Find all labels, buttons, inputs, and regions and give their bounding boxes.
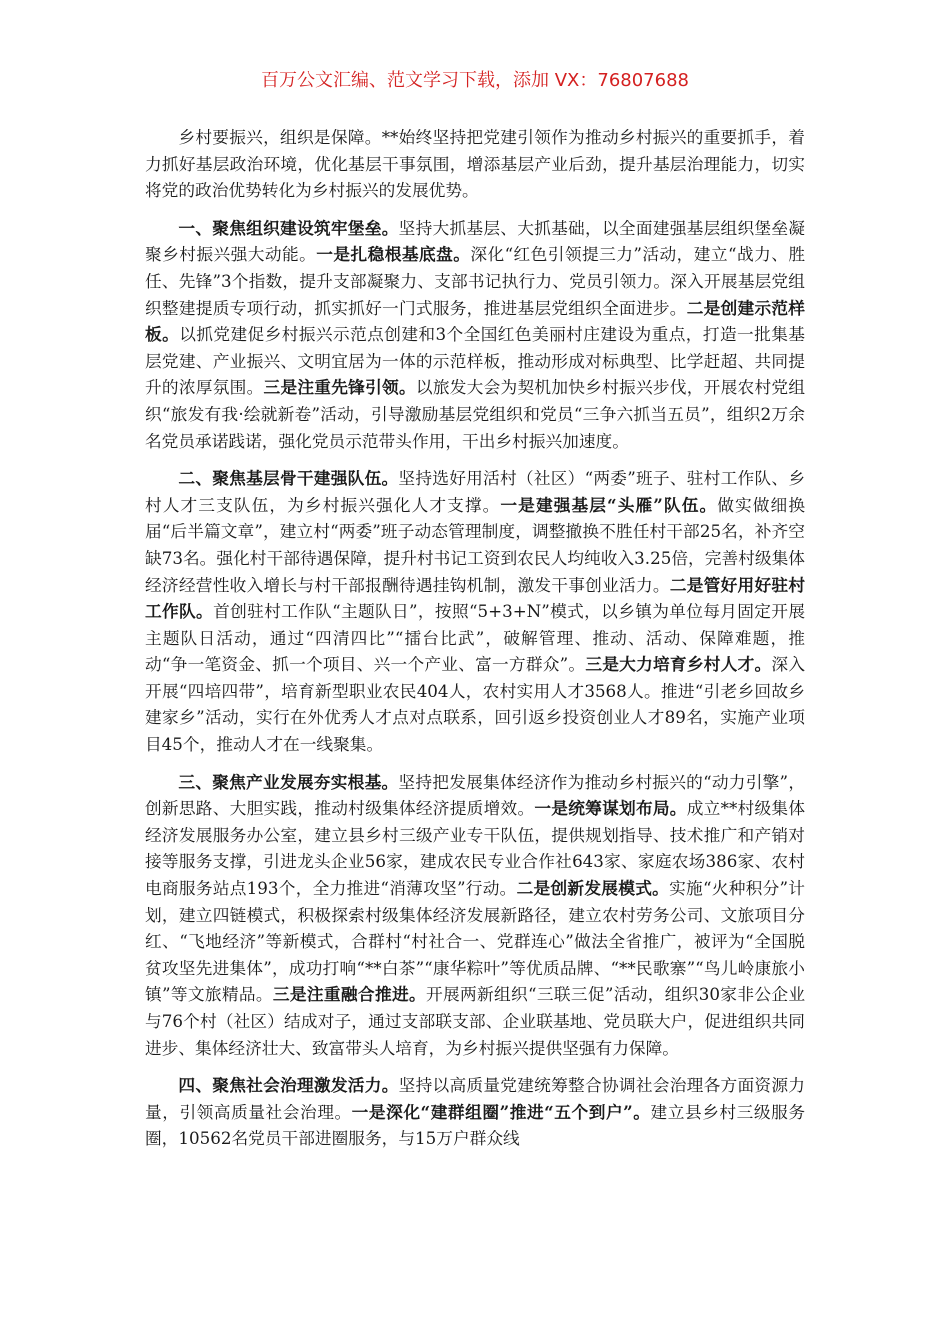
section-1-text: 以抓党建促乡村振兴示范点创建和3个全国红色美丽村庄建设为重点，打造一批集基层党建、产业振兴、文明宜居为一体的示范样板，推动形成对标典型、比学赶超、共同提升的浓厚氛围。 (145, 324, 805, 398)
document-body (145, 124, 805, 1163)
section-4-paragraph (145, 1072, 805, 1152)
section-3-point-2: 二是创新发展模式。 (516, 878, 670, 899)
intro-paragraph: 乡村要振兴，组织是保障。**始终坚持把党建引领作为推动乡村振兴的重要抓手，着力抓好基层政治环境，优化基层干事氛围，增添基层产业后劲，提升基层治理能力，切实将党的政治优势转化为乡村振兴的发展优势。 (145, 127, 805, 201)
section-4-text: 建立县乡村三级服务圈，10562名党员干部进圈服务，与15万户群众线 (145, 1101, 806, 1149)
section-2-paragraph (145, 465, 805, 758)
section-1-point-1: 一是扎稳根基底盘。 (316, 244, 471, 265)
section-1-point-2: 二是创建示范样板。 (145, 297, 805, 345)
section-3-text: 开展两新组织“三联三促”活动，组织30家非公企业与76个村（社区）结成对子，通过支部联支部、企业联基地、党员联大户，促进组织共同进步、集体经济壮大、致富带头人培育，为乡村振兴提供坚强有力保障。 (145, 984, 806, 1058)
section-4-heading: 四、聚焦社会治理激发活力。 (178, 1075, 399, 1096)
section-1-heading: 一、聚焦组织建设筑牢堡垒。 (178, 217, 399, 238)
section-3-point-3: 三是注重融合推进。 (272, 984, 426, 1005)
section-2-text: 首创驻村工作队“主题队日”，按照“5+3+N”模式，以乡镇为单位每月固定开展主题队日活动，通过“四清四比”“擂台比武”，破解管理、推动、活动、保障难题，推动“争一笔资金、抓一个项目、兴一个产业、富一方群众”。 (145, 601, 806, 675)
section-3-text: 坚持把发展集体经济作为推动乡村振兴的“动力引擎”，创新思路、大胆实践，推动村级集体经济提质增效。 (145, 771, 806, 819)
section-2-point-1: 一是建强基层“头雁”队伍。 (500, 494, 718, 515)
section-4-point-1: 一是深化“建群组圈”推进“五个到户”。 (351, 1101, 651, 1122)
section-3-text: 实施“火种积分”计划，建立四链模式，积极探索村级集体经济发展新路径，建立农村劳务公司、文旅项目分红、“飞地经济”等新模式，合群村“村社合一、党群连心”做法全省推广，被评为“全国脱贫攻坚先进集体”，成功打响“**白茶”“康华粽叶”等优质品牌、“**民歌寨”“鸟儿岭康旅小镇”等文旅精品。 (145, 878, 805, 1005)
section-2-point-2: 二是管好用好驻村工作队。 (145, 574, 806, 622)
section-3-heading: 三、聚焦产业发展夯实根基。 (178, 771, 399, 792)
section-1-paragraph (145, 215, 805, 454)
section-1-text: 深化“红色引领提三力”活动，建立“战力、胜任、先锋”3个指数，提升支部凝聚力、支部书记执行力、党员引领力。深入开展基层党组织整建提质专项行动，抓实抓好一门式服务，推进基层党组织全面进步。 (145, 244, 806, 318)
section-2-text: 做实做细换届“后半篇文章”，建立村“两委”班子动态管理制度，调整撤换不胜任村干部25名，补齐空缺73名。强化村干部待遇保障，提升村书记工资到农民人均纯收入3.25倍，完善村级集体经济经营性收入增长与村干部报酬待遇挂钩机制，激发干事创业活力。 (145, 494, 806, 595)
section-3-point-1: 一是统筹谋划布局。 (534, 798, 687, 819)
section-3-text: 成立**村级集体经济发展服务办公室，建立县乡村三级产业专干队伍，提供规划指导、技术推广和产销对接等服务支撑，引进龙头企业56家，建成农民专业合作社643家、家庭农场386家、农村电商服务站点193个，全力推进“消薄攻坚”行动。 (145, 798, 806, 899)
section-1-point-3: 三是注重先锋引领。 (263, 377, 416, 398)
section-3-paragraph (145, 769, 805, 1062)
section-2-point-3: 三是大力培育乡村人才。 (585, 654, 772, 675)
section-1-text: 坚持大抓基层、大抓基础，以全面建强基层组织堡垒凝聚乡村振兴强大动能。 (145, 217, 805, 265)
section-4-text: 坚持以高质量党建统筹整合协调社会治理各方面资源力量，引领高质量社会治理。 (145, 1075, 805, 1122)
section-2-text: 深入开展“四培四带”，培育新型职业农民404人，农村实用人才3568人。推进“引老乡回故乡建家乡”活动，实行在外优秀人才点对点联系，回引返乡投资创业人才89名，实施产业项目45个，推动人才在一线聚集。 (145, 654, 806, 755)
section-2-heading: 二、聚焦基层骨干建强队伍。 (178, 468, 399, 489)
watermark-header: 百万公文汇编、范文学习下载，添加 VX：76807688 (261, 70, 689, 91)
section-1-text: 以旅发大会为契机加快乡村振兴步伐，开展农村党组织“旅发有我·绘就新卷”活动，引导激励基层党组织和党员“三争六抓当五员”，组织2万余名党员承诺践诺，强化党员示范带头作用，干出乡村振兴加速度。 (145, 377, 806, 451)
section-2-text: 坚持选好用活村（社区）“两委”班子、驻村工作队、乡村人才三支队伍，为乡村振兴强化人才支撑。 (145, 468, 806, 515)
